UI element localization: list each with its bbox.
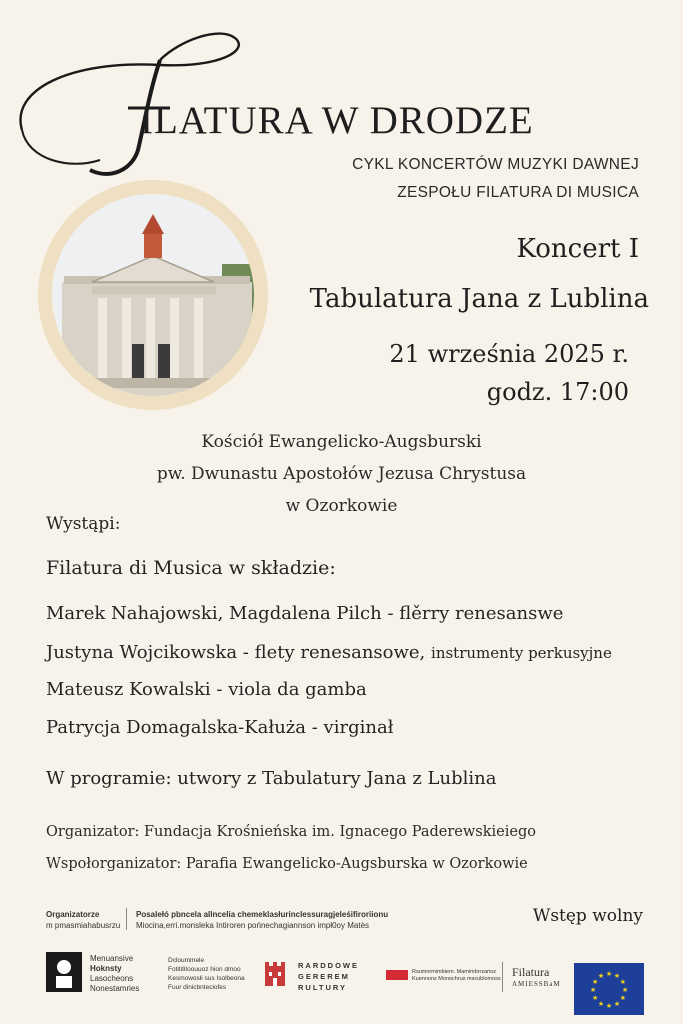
program-line: W programie: utwory z Tabulatury Jana z Lublina xyxy=(46,768,497,789)
logo-1-text: Menuansive Hoknsty Lasocheons Nonestamries xyxy=(90,954,140,993)
eu-star-icon: ★ xyxy=(589,986,597,994)
venue-line-3: w Ozorkowie xyxy=(285,496,398,516)
entry-free: Wstęp wolny xyxy=(532,906,643,926)
logo-3-text: RARDDOWE GERERЕM RULTURY xyxy=(298,961,359,992)
performer-line-1 xyxy=(46,603,563,624)
subtitle-line-2: ZESPOŁU FILATURA DI MUSICA xyxy=(397,184,639,201)
concert-name: Tabulatura Jana z Lublina xyxy=(309,284,649,314)
logo-5-text: Filatura AMIESSBaM xyxy=(512,965,561,988)
footer-funding-1: Posalełó pbncela allncelia chemeklasłurinclessuragjeleśifiroriionu xyxy=(136,910,389,919)
logo-4-text: Rsumnrmimbiem. Mamimbrrzarioz Kuennonz Monochrus mscublomoss xyxy=(412,969,501,982)
performer-instrument: instrumenty perkusyjne xyxy=(431,644,612,662)
title: ILATURA W DRODZE xyxy=(140,99,534,142)
concert-date: 21 września 2025 r. xyxy=(389,340,629,368)
eu-star-icon: ★ xyxy=(605,970,613,978)
concert-number: Koncert I xyxy=(516,234,639,264)
logo-4-flag-icon xyxy=(386,970,408,980)
eu-star-icon: ★ xyxy=(605,1002,613,1010)
performer-line-4: Patrycja Domagalska-Kałuża - virginał xyxy=(46,717,394,738)
eu-star-icon: ★ xyxy=(591,978,599,986)
performer-line-2 xyxy=(46,642,612,663)
ensemble-heading: Filatura di Musica w składzie: xyxy=(46,557,336,579)
performer-name: Justyna Wojcikowska - flety renesansowe, xyxy=(46,642,426,663)
venue-line-2: pw. Dwunastu Apostołów Jezusa Chrystusa xyxy=(156,464,527,484)
performers-intro: Wystąpi: xyxy=(46,514,121,534)
logo-3-castle-icon xyxy=(264,960,286,986)
footer-org-sublabel: m pmasmiahabusrzu xyxy=(46,921,121,930)
subtitle-line-1: CYKL KONCERTÓW MUZYKI DAWNEJ xyxy=(352,156,639,173)
footer-org-label: Organizatorze xyxy=(46,910,100,919)
eu-flag-icon xyxy=(574,963,644,1015)
logo-2-text: Dcloummele Fotitititoouuoz hion dmoo Kesmowosłi sus Isolbeona Fuur dinicbnteciofes xyxy=(168,957,245,991)
footer-divider xyxy=(126,908,127,930)
venue-line-1: Kościół Ewangelicko-Augsburski xyxy=(201,432,482,452)
footer-divider-2 xyxy=(502,962,503,992)
coorganizer-line: Wspołorganizator: Parafia Ewangelicko-Augsburska w Ozorkowie xyxy=(46,856,528,872)
logo-1-emblem xyxy=(46,952,82,992)
eu-stars xyxy=(574,963,644,1015)
church-image xyxy=(52,194,254,396)
eu-star-icon: ★ xyxy=(613,999,621,1008)
performer-name: Marek Nahajowski, Magdalena Pilch - xyxy=(46,603,394,624)
eu-star-icon: ★ xyxy=(619,978,627,986)
concert-time: godz. 17:00 xyxy=(486,378,629,406)
eu-star-icon: ★ xyxy=(619,994,627,1002)
footer-funding-2: Miocina,erri.monsleka Intiroren pońnechagiannson impł0oy Matès xyxy=(136,921,370,930)
eu-star-icon: ★ xyxy=(597,999,605,1008)
performer-line-3: Mateusz Kowalski - viola da gamba xyxy=(46,679,367,700)
eu-star-icon: ★ xyxy=(613,972,621,981)
church-medallion xyxy=(38,180,268,410)
eu-star-icon: ★ xyxy=(621,986,629,994)
eu-star-icon: ★ xyxy=(591,994,599,1002)
eu-star-icon: ★ xyxy=(597,972,605,981)
performer-instrument: flěrry renesanswe xyxy=(399,603,564,624)
organizer-line: Organizator: Fundacja Krośnieńska im. Ignacego Paderewskieiego xyxy=(46,824,536,840)
